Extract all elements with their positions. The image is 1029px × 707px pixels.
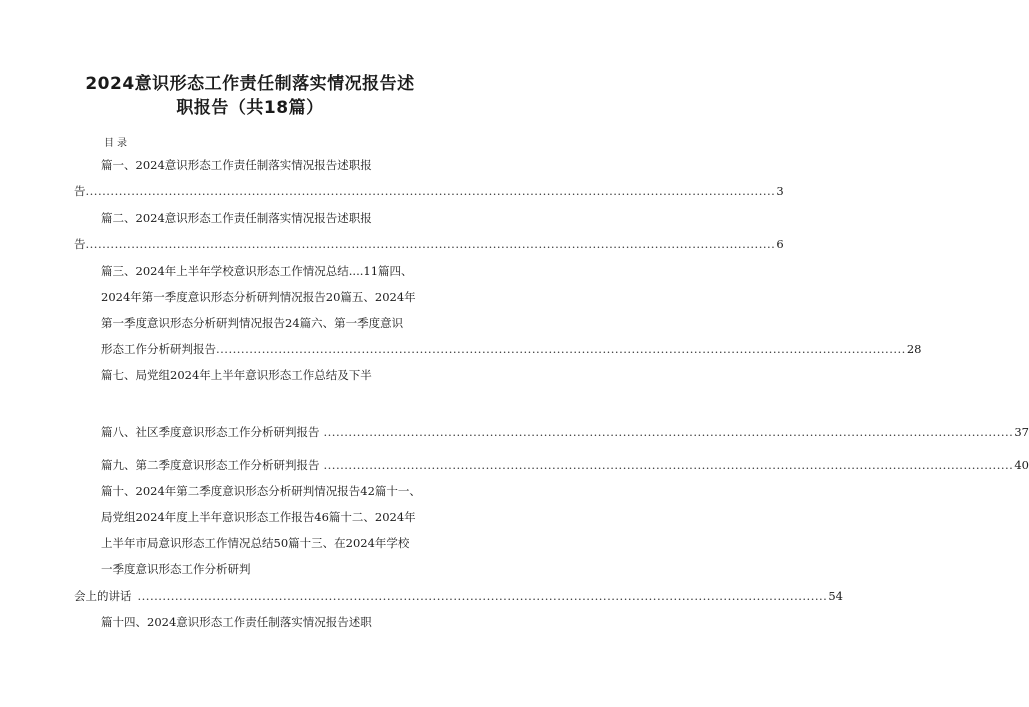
toc-page-number: 54 <box>828 589 843 603</box>
toc-entry-13-line-2[interactable] <box>74 588 843 604</box>
toc-entry-8-text: 篇八、社区季度意识形态工作分析研判报告 <box>101 425 320 439</box>
toc-leader-dots: ...................................................................................................................................................................... <box>216 342 906 356</box>
toc-entry-13-text-end: 会上的讲话 <box>74 589 132 603</box>
toc-entry-6-line[interactable] <box>101 341 922 357</box>
toc-entry-1-text-end: 告 <box>74 184 86 198</box>
toc-page-number: 37 <box>1014 425 1029 439</box>
toc-label: 目录 <box>104 138 130 149</box>
toc-entry-1-line-1[interactable]: 篇一、2024意识形态工作责任制落实情况报告述职报 <box>101 158 372 172</box>
toc-entry-2-line-1[interactable]: 篇二、2024意识形态工作责任制落实情况报告述职报 <box>101 211 372 225</box>
toc-leader-dots: ...................................................................................................................................................................... <box>323 458 1014 472</box>
toc-entry-10-line-2[interactable]: 局党组2024年度上半年意识形态工作报告46篇十二、2024年 <box>101 510 416 524</box>
toc-entry-1-line-2[interactable] <box>74 183 784 199</box>
document-title-line-1: 2024意识形态工作责任制落实情况报告述 <box>85 74 415 94</box>
toc-leader-dots: ...................................................................................................................................................................... <box>137 589 828 603</box>
toc-leader-dots: ...................................................................................................................................................................... <box>85 184 776 198</box>
toc-entry-8-line[interactable] <box>101 424 1029 440</box>
toc-leader-dots: ...................................................................................................................................................................... <box>85 237 776 251</box>
toc-page-number: 6 <box>776 237 784 251</box>
toc-entry-9-line[interactable] <box>101 457 1029 473</box>
toc-entry-10-line-1[interactable]: 篇十、2024年第二季度意识形态分析研判情况报告42篇十一、 <box>101 484 421 498</box>
toc-entry-7-line-1[interactable]: 篇七、局党组2024年上半年意识形态工作总结及下半 <box>101 368 372 382</box>
toc-page-number: 40 <box>1014 458 1029 472</box>
toc-entry-2-line-2[interactable] <box>74 236 784 252</box>
toc-entry-6-text-end: 形态工作分析研判报告 <box>101 342 216 356</box>
toc-entry-10-line-3[interactable]: 上半年市局意识形态工作情况总结50篇十三、在2024年学校 <box>101 536 410 550</box>
toc-entry-2-text-end: 告 <box>74 237 86 251</box>
toc-page-number: 3 <box>776 184 784 198</box>
toc-entry-3-line-1[interactable]: 篇三、2024年上半年学校意识形态工作情况总结....11篇四、 <box>101 264 413 278</box>
document-title-line-2: 职报告（共18篇） <box>176 98 324 118</box>
toc-entry-3-line-3[interactable]: 第一季度意识形态分析研判情况报告24篇六、第一季度意识 <box>101 316 404 330</box>
toc-leader-dots: ...................................................................................................................................................................... <box>323 425 1014 439</box>
toc-entry-9-text: 篇九、第二季度意识形态工作分析研判报告 <box>101 458 320 472</box>
toc-page-number: 28 <box>906 342 922 356</box>
toc-entry-13-line-1[interactable]: 一季度意识形态工作分析研判 <box>101 562 251 576</box>
toc-entry-14-line-1[interactable]: 篇十四、2024意识形态工作责任制落实情况报告述职 <box>101 615 372 629</box>
toc-entry-3-line-2[interactable]: 2024年第一季度意识形态分析研判情况报告20篇五、2024年 <box>101 290 416 304</box>
